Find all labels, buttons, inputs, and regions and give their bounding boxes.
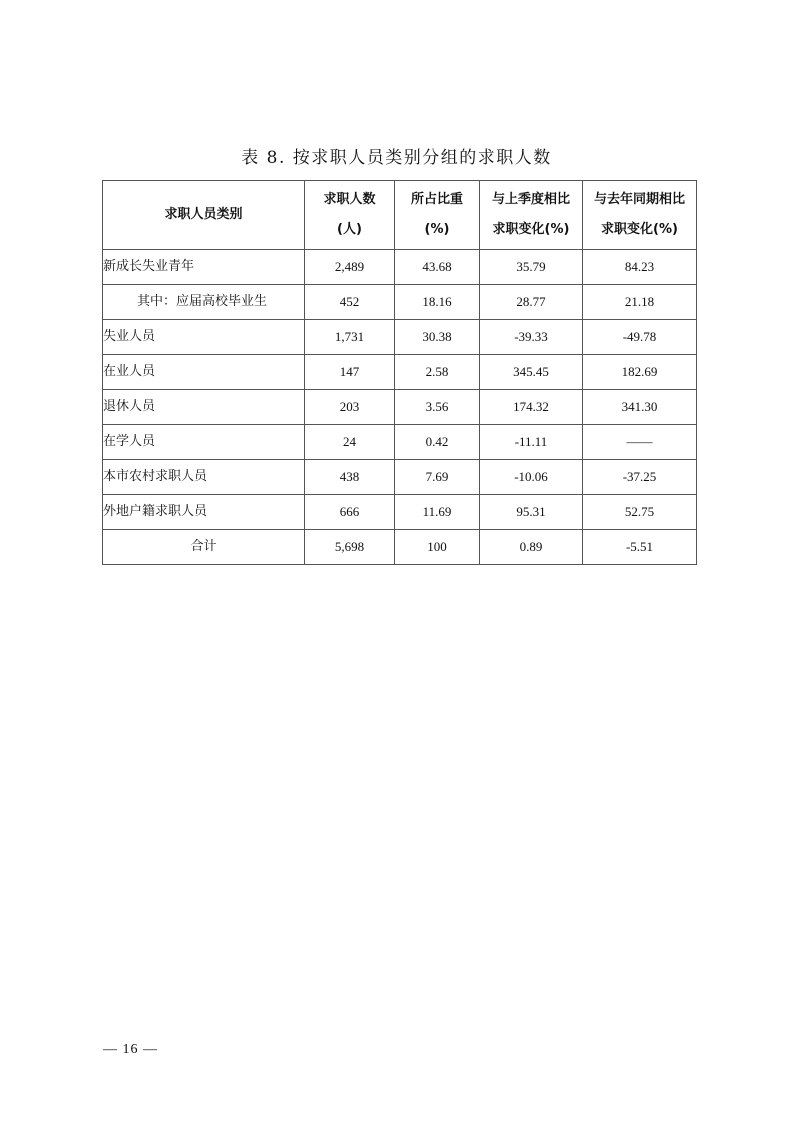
row-count: 1,731 (305, 320, 395, 355)
row-yoy-change: 182.69 (583, 355, 697, 390)
header-category (103, 181, 305, 250)
row-category: 新成长失业青年 (103, 250, 305, 285)
row-category: 在学人员 (103, 425, 305, 460)
total-label: 合计 (103, 530, 305, 565)
job-seeker-category-table (102, 180, 697, 565)
row-qoq-change: 174.32 (480, 390, 583, 425)
table-total-row (103, 530, 697, 565)
page-number: — 16 — (103, 1042, 158, 1057)
row-count: 147 (305, 355, 395, 390)
table-row (103, 320, 697, 355)
row-category: 本市农村求职人员 (103, 460, 305, 495)
header-count-line2: (人) (337, 222, 362, 237)
row-category: 其中：应届高校毕业生 (103, 285, 305, 320)
header-yoy-line2: 求职变化(%) (601, 222, 678, 237)
total-yoy-change: -5.51 (583, 530, 697, 565)
row-count: 203 (305, 390, 395, 425)
row-qoq-change: 28.77 (480, 285, 583, 320)
header-count-line1: 求职人数 (323, 192, 376, 207)
table-row (103, 285, 697, 320)
row-yoy-change: 341.30 (583, 390, 697, 425)
row-share: 3.56 (395, 390, 480, 425)
row-share: 43.68 (395, 250, 480, 285)
row-qoq-change: -11.11 (480, 425, 583, 460)
row-count: 24 (305, 425, 395, 460)
header-share-line2: (%) (424, 222, 450, 237)
header-qoq (480, 181, 583, 250)
table-row (103, 495, 697, 530)
row-share: 0.42 (395, 425, 480, 460)
row-share: 30.38 (395, 320, 480, 355)
total-count: 5,698 (305, 530, 395, 565)
row-yoy-change: —— (583, 425, 697, 460)
row-category: 外地户籍求职人员 (103, 495, 305, 530)
table-row (103, 390, 697, 425)
row-share: 18.16 (395, 285, 480, 320)
total-share: 100 (395, 530, 480, 565)
row-count: 2,489 (305, 250, 395, 285)
row-share: 11.69 (395, 495, 480, 530)
header-share-line1: 所占比重 (410, 192, 463, 207)
table-row (103, 250, 697, 285)
row-yoy-change: 52.75 (583, 495, 697, 530)
header-qoq-line1: 与上季度相比 (491, 192, 570, 207)
row-category: 退休人员 (103, 390, 305, 425)
table-title: 表 8. 按求职人员类别分组的求职人数 (241, 148, 552, 168)
header-category-label: 求职人员类别 (164, 207, 243, 222)
header-yoy (583, 181, 697, 250)
table-row (103, 425, 697, 460)
row-category: 失业人员 (103, 320, 305, 355)
table-header-row (103, 181, 697, 250)
row-qoq-change: -10.06 (480, 460, 583, 495)
row-qoq-change: 345.45 (480, 355, 583, 390)
table-row (103, 355, 697, 390)
header-yoy-line1: 与去年同期相比 (593, 192, 685, 207)
row-qoq-change: 35.79 (480, 250, 583, 285)
row-yoy-change: -49.78 (583, 320, 697, 355)
row-yoy-change: -37.25 (583, 460, 697, 495)
header-count (305, 181, 395, 250)
header-share (395, 181, 480, 250)
total-qoq-change: 0.89 (480, 530, 583, 565)
row-category: 在业人员 (103, 355, 305, 390)
header-qoq-line2: 求职变化(%) (492, 222, 570, 237)
row-yoy-change: 84.23 (583, 250, 697, 285)
row-qoq-change: -39.33 (480, 320, 583, 355)
row-count: 438 (305, 460, 395, 495)
row-count: 452 (305, 285, 395, 320)
row-share: 7.69 (395, 460, 480, 495)
table-row (103, 460, 697, 495)
row-share: 2.58 (395, 355, 480, 390)
row-count: 666 (305, 495, 395, 530)
row-qoq-change: 95.31 (480, 495, 583, 530)
row-yoy-change: 21.18 (583, 285, 697, 320)
